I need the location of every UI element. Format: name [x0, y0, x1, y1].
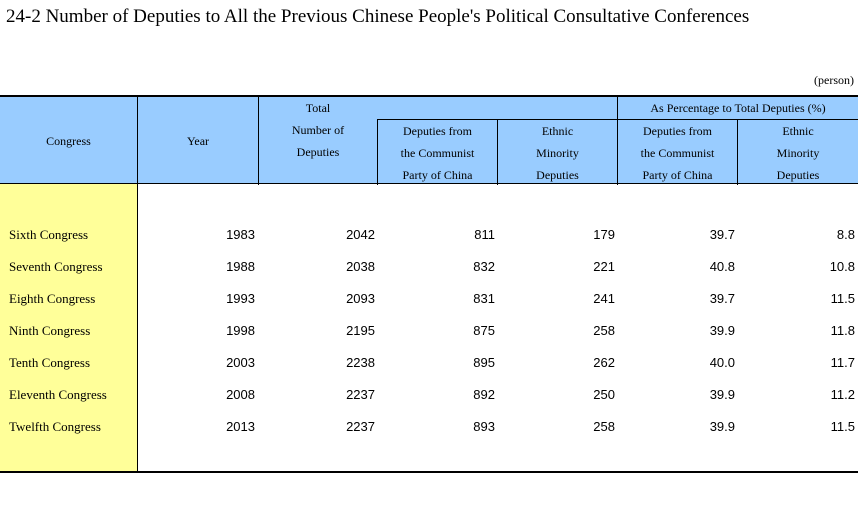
- cell-pct-ethnic: 11.5: [830, 291, 855, 306]
- cell-pct-cpc: 39.9: [709, 323, 735, 338]
- table-row: [0, 283, 858, 315]
- cell-ethnic: 221: [593, 259, 615, 274]
- cell-year: 1993: [226, 291, 255, 306]
- cell-year: 1998: [226, 323, 255, 338]
- cell-pct-ethnic: 8.8: [836, 227, 855, 242]
- header-year: Year: [186, 134, 210, 148]
- cell-pct-ethnic: 11.7: [830, 355, 855, 370]
- cell-total: 2093: [346, 291, 375, 306]
- header-ethnic-deputies: Ethnic Minority Deputies: [536, 124, 579, 182]
- unit-label: (person): [814, 73, 854, 87]
- cell-pct-ethnic: 11.2: [830, 387, 855, 402]
- cell-cpc: 892: [473, 387, 495, 402]
- cell-cpc: 811: [474, 227, 495, 242]
- cell-year: 2003: [226, 355, 255, 370]
- page-title: 24-2 Number of Deputies to All the Previous Chinese People's Political Consultative Conferences: [6, 6, 750, 27]
- cell-total: 2042: [346, 227, 375, 242]
- cell-year: 2013: [226, 419, 255, 434]
- header-percentage-group: As Percentage to Total Deputies (%): [650, 101, 826, 115]
- cell-pct-ethnic: 10.8: [829, 259, 855, 274]
- cell-year: 1988: [226, 259, 255, 274]
- cell-pct-cpc: 39.7: [709, 227, 735, 242]
- congress-name: Twelfth Congress: [9, 419, 101, 434]
- congress-name: Seventh Congress: [9, 259, 103, 274]
- cell-cpc: 832: [473, 259, 495, 274]
- cell-ethnic: 179: [593, 227, 615, 242]
- cell-year: 2008: [226, 387, 255, 402]
- cell-ethnic: 262: [593, 355, 615, 370]
- table-row: [0, 379, 858, 411]
- cell-total: 2195: [346, 323, 375, 338]
- table-row: [0, 219, 858, 251]
- cell-pct-cpc: 39.9: [709, 419, 735, 434]
- cell-cpc: 893: [473, 419, 495, 434]
- cell-ethnic: 258: [593, 323, 615, 338]
- table-row: [0, 347, 858, 379]
- cell-ethnic: 241: [593, 291, 615, 306]
- cell-pct-ethnic: 11.5: [830, 419, 855, 434]
- cell-pct-cpc: 40.8: [709, 259, 735, 274]
- cell-pct-cpc: 40.0: [709, 355, 735, 370]
- cell-total: 2238: [346, 355, 375, 370]
- table-bottom-rule: [0, 471, 858, 473]
- congress-name: Ninth Congress: [9, 323, 91, 338]
- congress-name: Eleventh Congress: [9, 387, 107, 402]
- cell-pct-ethnic: 11.8: [830, 323, 855, 338]
- header-total: Total Number of Deputies: [291, 101, 345, 159]
- cell-cpc: 895: [473, 355, 495, 370]
- congress-name: Sixth Congress: [9, 227, 89, 242]
- header-pct-ethnic: Ethnic Minority Deputies: [776, 124, 820, 182]
- cell-pct-cpc: 39.7: [709, 291, 735, 306]
- cell-pct-cpc: 39.9: [709, 387, 735, 402]
- header-pct-cpc: Deputies from the Communist Party of China: [640, 124, 715, 182]
- cell-year: 1983: [226, 227, 255, 242]
- table-row: [0, 411, 858, 443]
- congress-name: Eighth Congress: [9, 291, 96, 306]
- congress-name: Tenth Congress: [9, 355, 91, 370]
- cell-cpc: 831: [473, 291, 495, 306]
- cell-cpc: 875: [473, 323, 495, 338]
- cell-ethnic: 258: [593, 419, 615, 434]
- table-row: [0, 251, 858, 283]
- deputies-table: [0, 95, 858, 472]
- header-cpc-deputies: Deputies from the Communist Party of China: [400, 124, 475, 182]
- cell-total: 2237: [346, 387, 375, 402]
- header-congress: Congress: [46, 134, 91, 148]
- table-row: [0, 315, 858, 347]
- cell-total: 2038: [346, 259, 375, 274]
- cell-ethnic: 250: [593, 387, 615, 402]
- table-header: [0, 95, 858, 184]
- cell-total: 2237: [346, 419, 375, 434]
